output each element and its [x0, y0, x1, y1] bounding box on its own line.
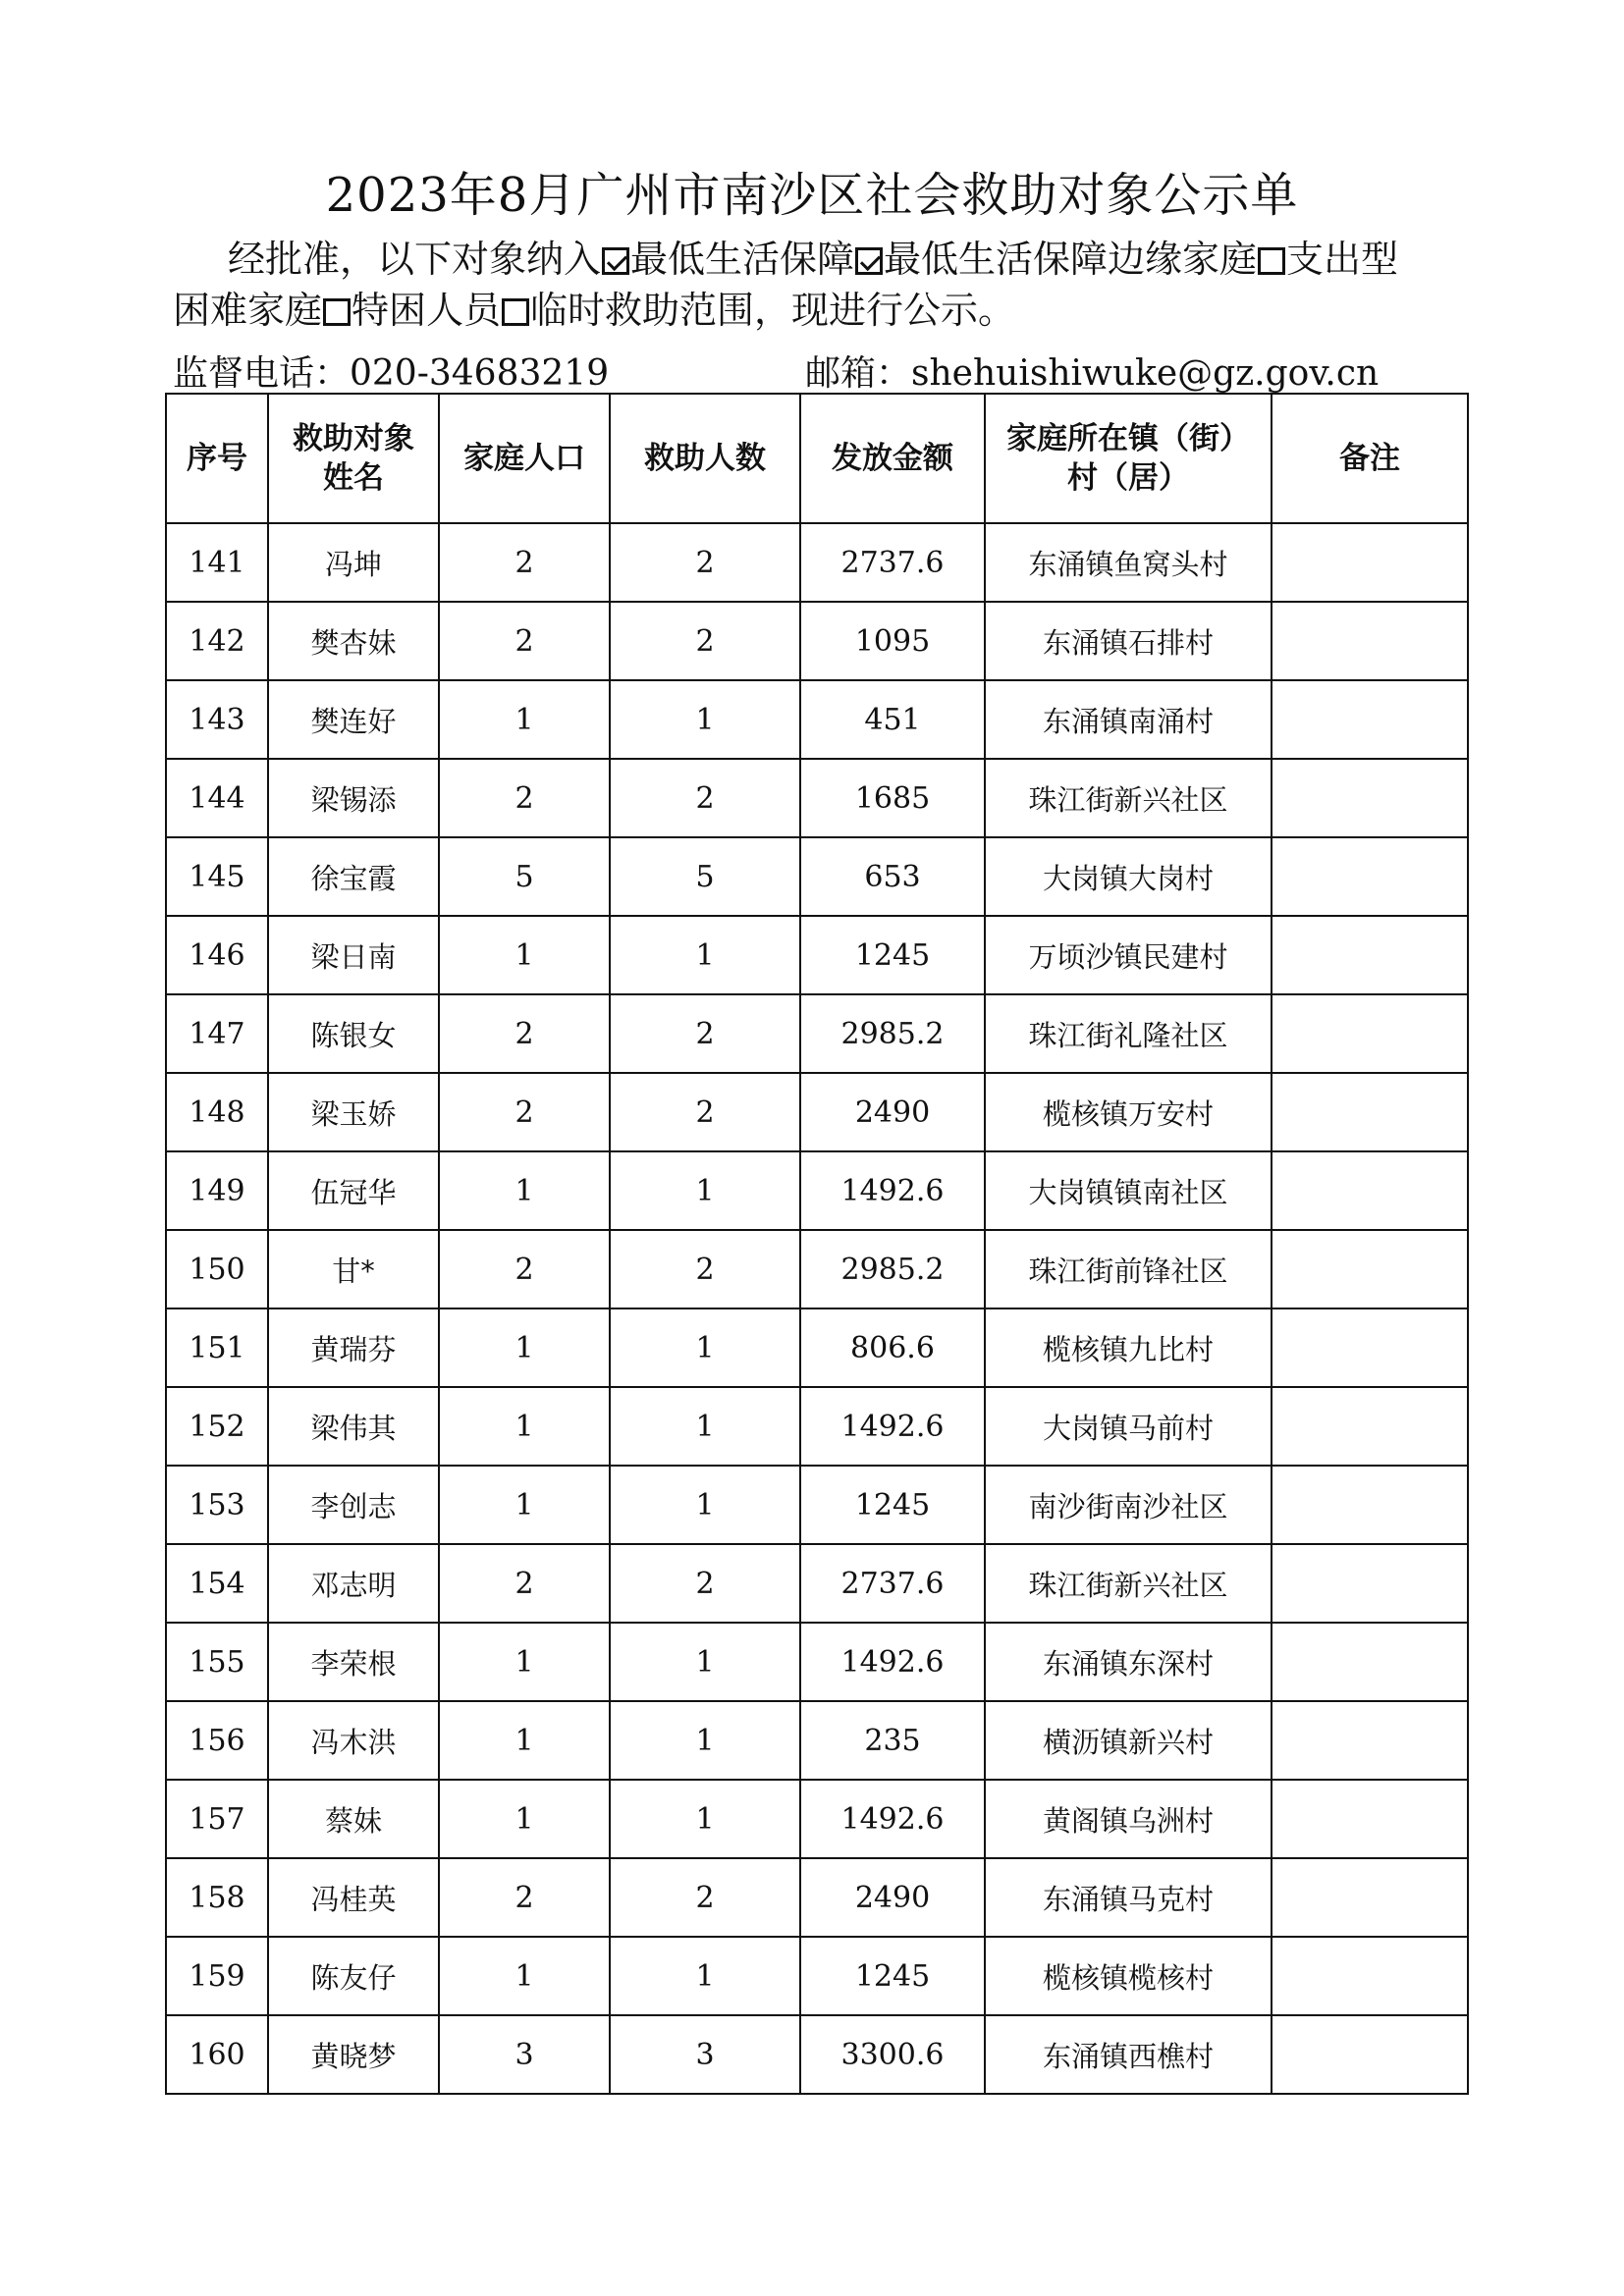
cell-aid-count: 1 [610, 1780, 800, 1858]
cell-location: 珠江街礼隆社区 [985, 994, 1272, 1073]
cell-aid-count: 2 [610, 994, 800, 1073]
cell-name: 徐宝霞 [268, 837, 439, 916]
cell-household-size: 2 [439, 523, 610, 602]
cell-location: 东涌镇南涌村 [985, 680, 1272, 759]
cell-remarks [1272, 1387, 1468, 1466]
cell-seq: 157 [166, 1780, 268, 1858]
cell-remarks [1272, 916, 1468, 994]
intro-text: 经批准，以下对象纳入 [228, 238, 602, 281]
cell-aid-count: 1 [610, 1308, 800, 1387]
cell-household-size: 2 [439, 1230, 610, 1308]
cell-remarks [1272, 1073, 1468, 1151]
recipients-table [165, 393, 1469, 2095]
cell-household-size: 1 [439, 680, 610, 759]
cell-remarks [1272, 994, 1468, 1073]
option-expenditure-label: 支出型 [1286, 238, 1399, 281]
cell-aid-count: 1 [610, 1701, 800, 1780]
cell-location: 榄核镇万安村 [985, 1073, 1272, 1151]
cell-seq: 142 [166, 602, 268, 680]
table-body [166, 523, 1468, 2094]
cell-remarks [1272, 1858, 1468, 1937]
cell-location: 珠江街新兴社区 [985, 759, 1272, 837]
cell-location: 珠江街前锋社区 [985, 1230, 1272, 1308]
option-expenditure-label-cont: 困难家庭 [173, 289, 323, 332]
cell-location: 大岗镇大岗村 [985, 837, 1272, 916]
cell-remarks [1272, 602, 1468, 680]
table-header-row [166, 394, 1468, 523]
cell-household-size: 1 [439, 1151, 610, 1230]
cell-seq: 141 [166, 523, 268, 602]
cell-aid-count: 1 [610, 1151, 800, 1230]
cell-name: 黄晓梦 [268, 2015, 439, 2094]
cell-seq: 143 [166, 680, 268, 759]
cell-seq: 146 [166, 916, 268, 994]
checkbox-icon [855, 247, 883, 275]
cell-household-size: 1 [439, 1308, 610, 1387]
cell-name: 伍冠华 [268, 1151, 439, 1230]
cell-remarks [1272, 837, 1468, 916]
cell-name: 陈友仔 [268, 1937, 439, 2015]
cell-name: 冯桂英 [268, 1858, 439, 1937]
table-row [166, 1937, 1468, 2015]
option-temporary-label: 临时救助范围，现进行公示。 [530, 289, 1016, 332]
cell-amount: 1245 [800, 916, 985, 994]
table-row [166, 1387, 1468, 1466]
cell-aid-count: 1 [610, 1937, 800, 2015]
cell-remarks [1272, 1230, 1468, 1308]
cell-household-size: 5 [439, 837, 610, 916]
cell-amount: 3300.6 [800, 2015, 985, 2094]
cell-name: 黄瑞芬 [268, 1308, 439, 1387]
cell-remarks [1272, 680, 1468, 759]
cell-aid-count: 3 [610, 2015, 800, 2094]
table-row [166, 1544, 1468, 1623]
cell-seq: 144 [166, 759, 268, 837]
cell-amount: 1492.6 [800, 1387, 985, 1466]
cell-household-size: 1 [439, 1466, 610, 1544]
cell-household-size: 1 [439, 1780, 610, 1858]
cell-amount: 2737.6 [800, 523, 985, 602]
cell-name: 樊连好 [268, 680, 439, 759]
cell-location: 万顷沙镇民建村 [985, 916, 1272, 994]
table-row [166, 523, 1468, 602]
cell-name: 梁玉娇 [268, 1073, 439, 1151]
table-row [166, 994, 1468, 1073]
cell-seq: 147 [166, 994, 268, 1073]
checkbox-icon [502, 298, 529, 326]
cell-seq: 155 [166, 1623, 268, 1701]
table-row [166, 1073, 1468, 1151]
cell-seq: 159 [166, 1937, 268, 2015]
cell-amount: 2490 [800, 1073, 985, 1151]
contact-email: 邮箱：shehuishiwuke@gz.gov.cn [805, 353, 1380, 394]
header-amount: 发放金额 [800, 394, 985, 523]
header-remarks: 备注 [1272, 394, 1468, 523]
cell-remarks [1272, 1466, 1468, 1544]
cell-seq: 160 [166, 2015, 268, 2094]
cell-household-size: 1 [439, 1937, 610, 2015]
cell-amount: 1492.6 [800, 1623, 985, 1701]
table-row [166, 1701, 1468, 1780]
cell-location: 大岗镇镇南社区 [985, 1151, 1272, 1230]
document-title: 2023年8月广州市南沙区社会救助对象公示单 [325, 168, 1299, 223]
supervision-phone: 监督电话：020-34683219 [173, 353, 610, 394]
cell-amount: 2985.2 [800, 994, 985, 1073]
cell-amount: 2490 [800, 1858, 985, 1937]
table-row [166, 2015, 1468, 2094]
table-row [166, 1308, 1468, 1387]
cell-amount: 1095 [800, 602, 985, 680]
cell-household-size: 2 [439, 759, 610, 837]
cell-location: 榄核镇榄核村 [985, 1937, 1272, 2015]
cell-household-size: 1 [439, 1623, 610, 1701]
cell-location: 黄阁镇乌洲村 [985, 1780, 1272, 1858]
cell-location: 东涌镇马克村 [985, 1858, 1272, 1937]
cell-location: 南沙街南沙社区 [985, 1466, 1272, 1544]
cell-seq: 156 [166, 1701, 268, 1780]
table-row [166, 602, 1468, 680]
cell-location: 珠江街新兴社区 [985, 1544, 1272, 1623]
cell-name: 樊杏妹 [268, 602, 439, 680]
header-name: 救助对象姓名 [268, 394, 439, 523]
cell-amount: 1245 [800, 1937, 985, 2015]
cell-amount: 1685 [800, 759, 985, 837]
table-row [166, 1230, 1468, 1308]
table-row [166, 916, 1468, 994]
table-row [166, 1151, 1468, 1230]
cell-location: 东涌镇西樵村 [985, 2015, 1272, 2094]
cell-amount: 2985.2 [800, 1230, 985, 1308]
table-row [166, 1466, 1468, 1544]
cell-name: 甘* [268, 1230, 439, 1308]
cell-remarks [1272, 2015, 1468, 2094]
cell-name: 梁日南 [268, 916, 439, 994]
cell-remarks [1272, 1544, 1468, 1623]
cell-remarks [1272, 523, 1468, 602]
cell-seq: 145 [166, 837, 268, 916]
table-row [166, 680, 1468, 759]
cell-household-size: 2 [439, 1073, 610, 1151]
cell-aid-count: 5 [610, 837, 800, 916]
cell-household-size: 2 [439, 1858, 610, 1937]
cell-remarks [1272, 1701, 1468, 1780]
cell-seq: 158 [166, 1858, 268, 1937]
header-location: 家庭所在镇（街）村（居） [985, 394, 1272, 523]
table-row [166, 1858, 1468, 1937]
cell-aid-count: 2 [610, 759, 800, 837]
table-row [166, 1780, 1468, 1858]
cell-aid-count: 2 [610, 1230, 800, 1308]
cell-aid-count: 1 [610, 1387, 800, 1466]
cell-aid-count: 2 [610, 1544, 800, 1623]
table-row [166, 837, 1468, 916]
cell-amount: 1492.6 [800, 1780, 985, 1858]
cell-remarks [1272, 1308, 1468, 1387]
table-row [166, 1623, 1468, 1701]
cell-aid-count: 1 [610, 1623, 800, 1701]
cell-remarks [1272, 759, 1468, 837]
cell-location: 横沥镇新兴村 [985, 1701, 1272, 1780]
cell-name: 蔡妹 [268, 1780, 439, 1858]
cell-name: 冯坤 [268, 523, 439, 602]
cell-aid-count: 1 [610, 680, 800, 759]
option-subsistence-label: 最低生活保障 [630, 238, 855, 281]
cell-remarks [1272, 1780, 1468, 1858]
cell-household-size: 1 [439, 1387, 610, 1466]
cell-household-size: 3 [439, 2015, 610, 2094]
cell-name: 邓志明 [268, 1544, 439, 1623]
cell-seq: 154 [166, 1544, 268, 1623]
cell-aid-count: 2 [610, 1073, 800, 1151]
cell-remarks [1272, 1623, 1468, 1701]
cell-amount: 1245 [800, 1466, 985, 1544]
cell-seq: 148 [166, 1073, 268, 1151]
cell-aid-count: 1 [610, 1466, 800, 1544]
cell-name: 冯木洪 [268, 1701, 439, 1780]
cell-name: 梁锡添 [268, 759, 439, 837]
cell-location: 榄核镇九比村 [985, 1308, 1272, 1387]
cell-seq: 153 [166, 1466, 268, 1544]
option-special-hardship-label: 特困人员 [352, 289, 502, 332]
cell-name: 李荣根 [268, 1623, 439, 1701]
cell-aid-count: 2 [610, 602, 800, 680]
checkbox-icon [323, 298, 351, 326]
cell-household-size: 1 [439, 1701, 610, 1780]
cell-household-size: 2 [439, 994, 610, 1073]
cell-aid-count: 1 [610, 916, 800, 994]
cell-aid-count: 2 [610, 523, 800, 602]
cell-remarks [1272, 1937, 1468, 2015]
checkbox-icon [602, 247, 629, 275]
header-seq: 序号 [166, 394, 268, 523]
cell-name: 梁伟其 [268, 1387, 439, 1466]
intro-paragraph [173, 234, 1479, 336]
cell-location: 东涌镇石排村 [985, 602, 1272, 680]
cell-location: 大岗镇马前村 [985, 1387, 1272, 1466]
cell-amount: 1492.6 [800, 1151, 985, 1230]
header-household-size: 家庭人口 [439, 394, 610, 523]
cell-seq: 150 [166, 1230, 268, 1308]
cell-name: 李创志 [268, 1466, 439, 1544]
header-aid-count: 救助人数 [610, 394, 800, 523]
cell-amount: 653 [800, 837, 985, 916]
cell-amount: 2737.6 [800, 1544, 985, 1623]
cell-household-size: 1 [439, 916, 610, 994]
cell-amount: 235 [800, 1701, 985, 1780]
cell-location: 东涌镇鱼窝头村 [985, 523, 1272, 602]
table-row [166, 759, 1468, 837]
option-marginal-family-label: 最低生活保障边缘家庭 [884, 238, 1258, 281]
cell-location: 东涌镇东深村 [985, 1623, 1272, 1701]
cell-household-size: 2 [439, 602, 610, 680]
cell-amount: 806.6 [800, 1308, 985, 1387]
cell-amount: 451 [800, 680, 985, 759]
cell-seq: 149 [166, 1151, 268, 1230]
cell-aid-count: 2 [610, 1858, 800, 1937]
cell-seq: 152 [166, 1387, 268, 1466]
cell-household-size: 2 [439, 1544, 610, 1623]
cell-seq: 151 [166, 1308, 268, 1387]
cell-remarks [1272, 1151, 1468, 1230]
checkbox-icon [1258, 247, 1285, 275]
cell-name: 陈银女 [268, 994, 439, 1073]
